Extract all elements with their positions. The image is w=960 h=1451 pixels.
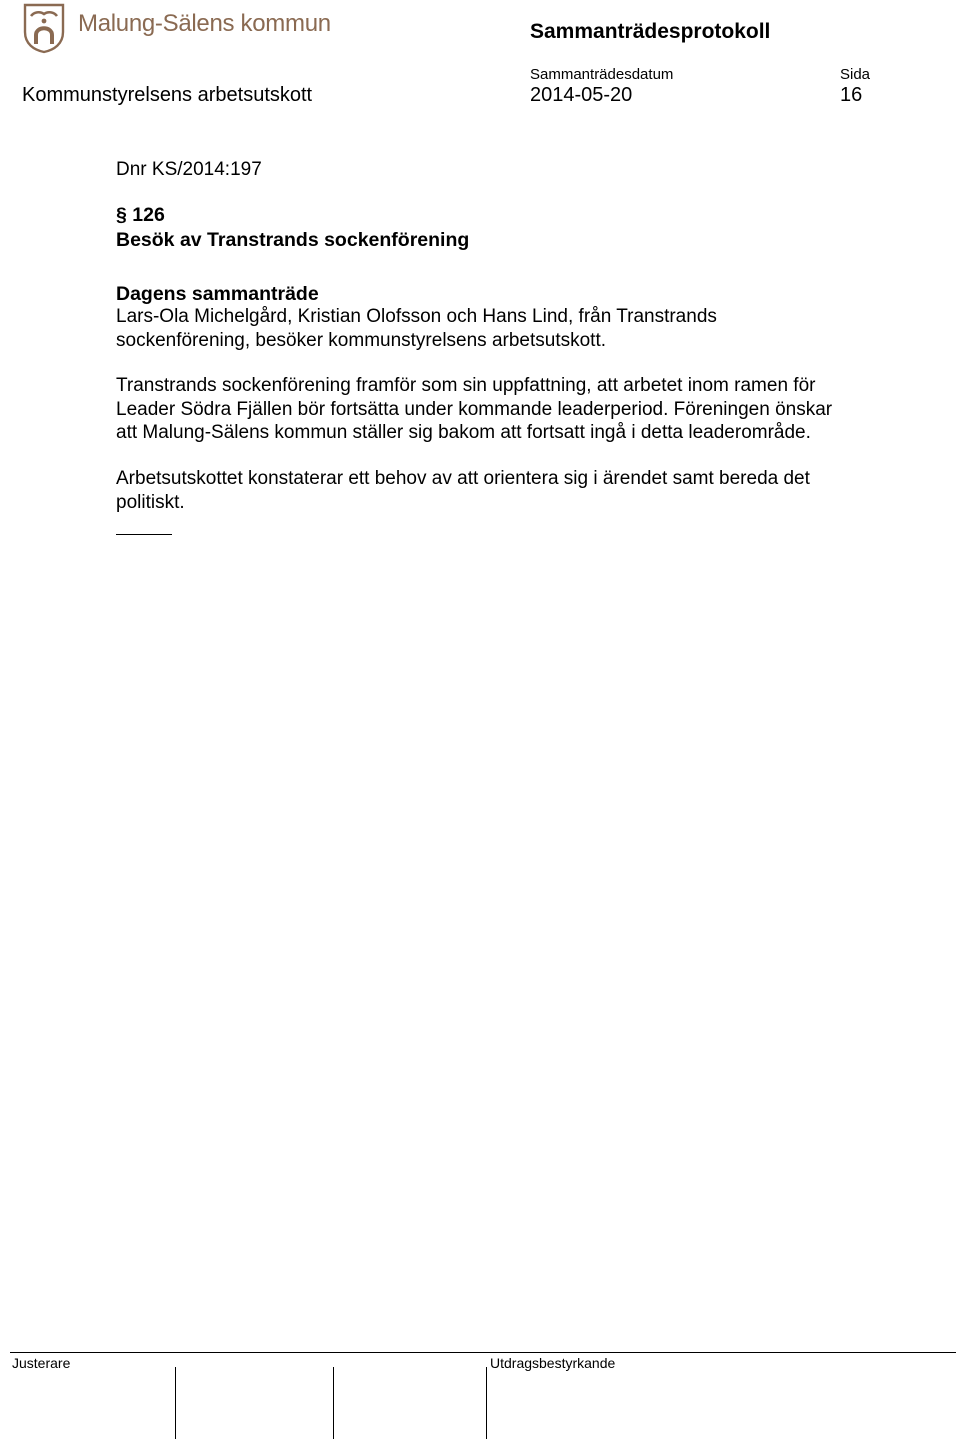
footer-divider bbox=[10, 1352, 956, 1353]
text-line: Arbetsutskottet konstaterar ett behov av att orientera sig i ärendet samt bereda det bbox=[116, 468, 810, 489]
committee-name: Kommunstyrelsens arbetsutskott bbox=[22, 84, 313, 106]
page-label: Sida bbox=[840, 66, 871, 83]
paragraph-position bbox=[116, 374, 866, 445]
utdragsbestyrkande-label: Utdragsbestyrkande bbox=[490, 1355, 616, 1371]
text-line: Lars-Ola Michelgård, Kristian Olofsson och Hans Lind, från Transtrands bbox=[116, 306, 717, 327]
text-line: Leader Södra Fjällen bör fortsätta under kommande leaderperiod. Föreningen önskar bbox=[116, 398, 833, 420]
text-line: sockenförening, besöker kommunstyrelsens arbetsutskott. bbox=[116, 329, 607, 351]
justerare-label: Justerare bbox=[12, 1355, 71, 1371]
signature-box-divider bbox=[486, 1367, 487, 1439]
logo-text: Malung-Sälens kommun bbox=[78, 10, 331, 37]
case-title: Besök av Transtrands sockenförening bbox=[116, 229, 470, 251]
coat-of-arms-horseshoe-icon bbox=[22, 2, 66, 54]
text-line: att Malung-Sälens kommun ställer sig bakom att fortsatt ingå i detta leaderområde. bbox=[116, 422, 811, 443]
document-type: Sammanträdesprotokoll bbox=[530, 20, 771, 43]
signature-box-divider bbox=[175, 1367, 176, 1439]
text-line: politiskt. bbox=[116, 491, 185, 513]
paragraph-number: § 126 bbox=[116, 204, 165, 226]
text-line: Transtrands sockenförening framför som sin uppfattning, att arbetet inom ramen för bbox=[116, 375, 816, 396]
end-of-section-rule bbox=[116, 534, 172, 535]
meeting-date-label: Sammanträdesdatum bbox=[530, 66, 674, 83]
case-number: Dnr KS/2014:197 bbox=[116, 159, 262, 180]
section-heading: Dagens sammanträde bbox=[116, 283, 319, 305]
meeting-date: 2014-05-20 bbox=[530, 84, 633, 106]
paragraph-attendees bbox=[116, 305, 866, 352]
page-number: 16 bbox=[840, 84, 863, 106]
paragraph-decision bbox=[116, 467, 866, 514]
signature-box-divider bbox=[333, 1367, 334, 1439]
